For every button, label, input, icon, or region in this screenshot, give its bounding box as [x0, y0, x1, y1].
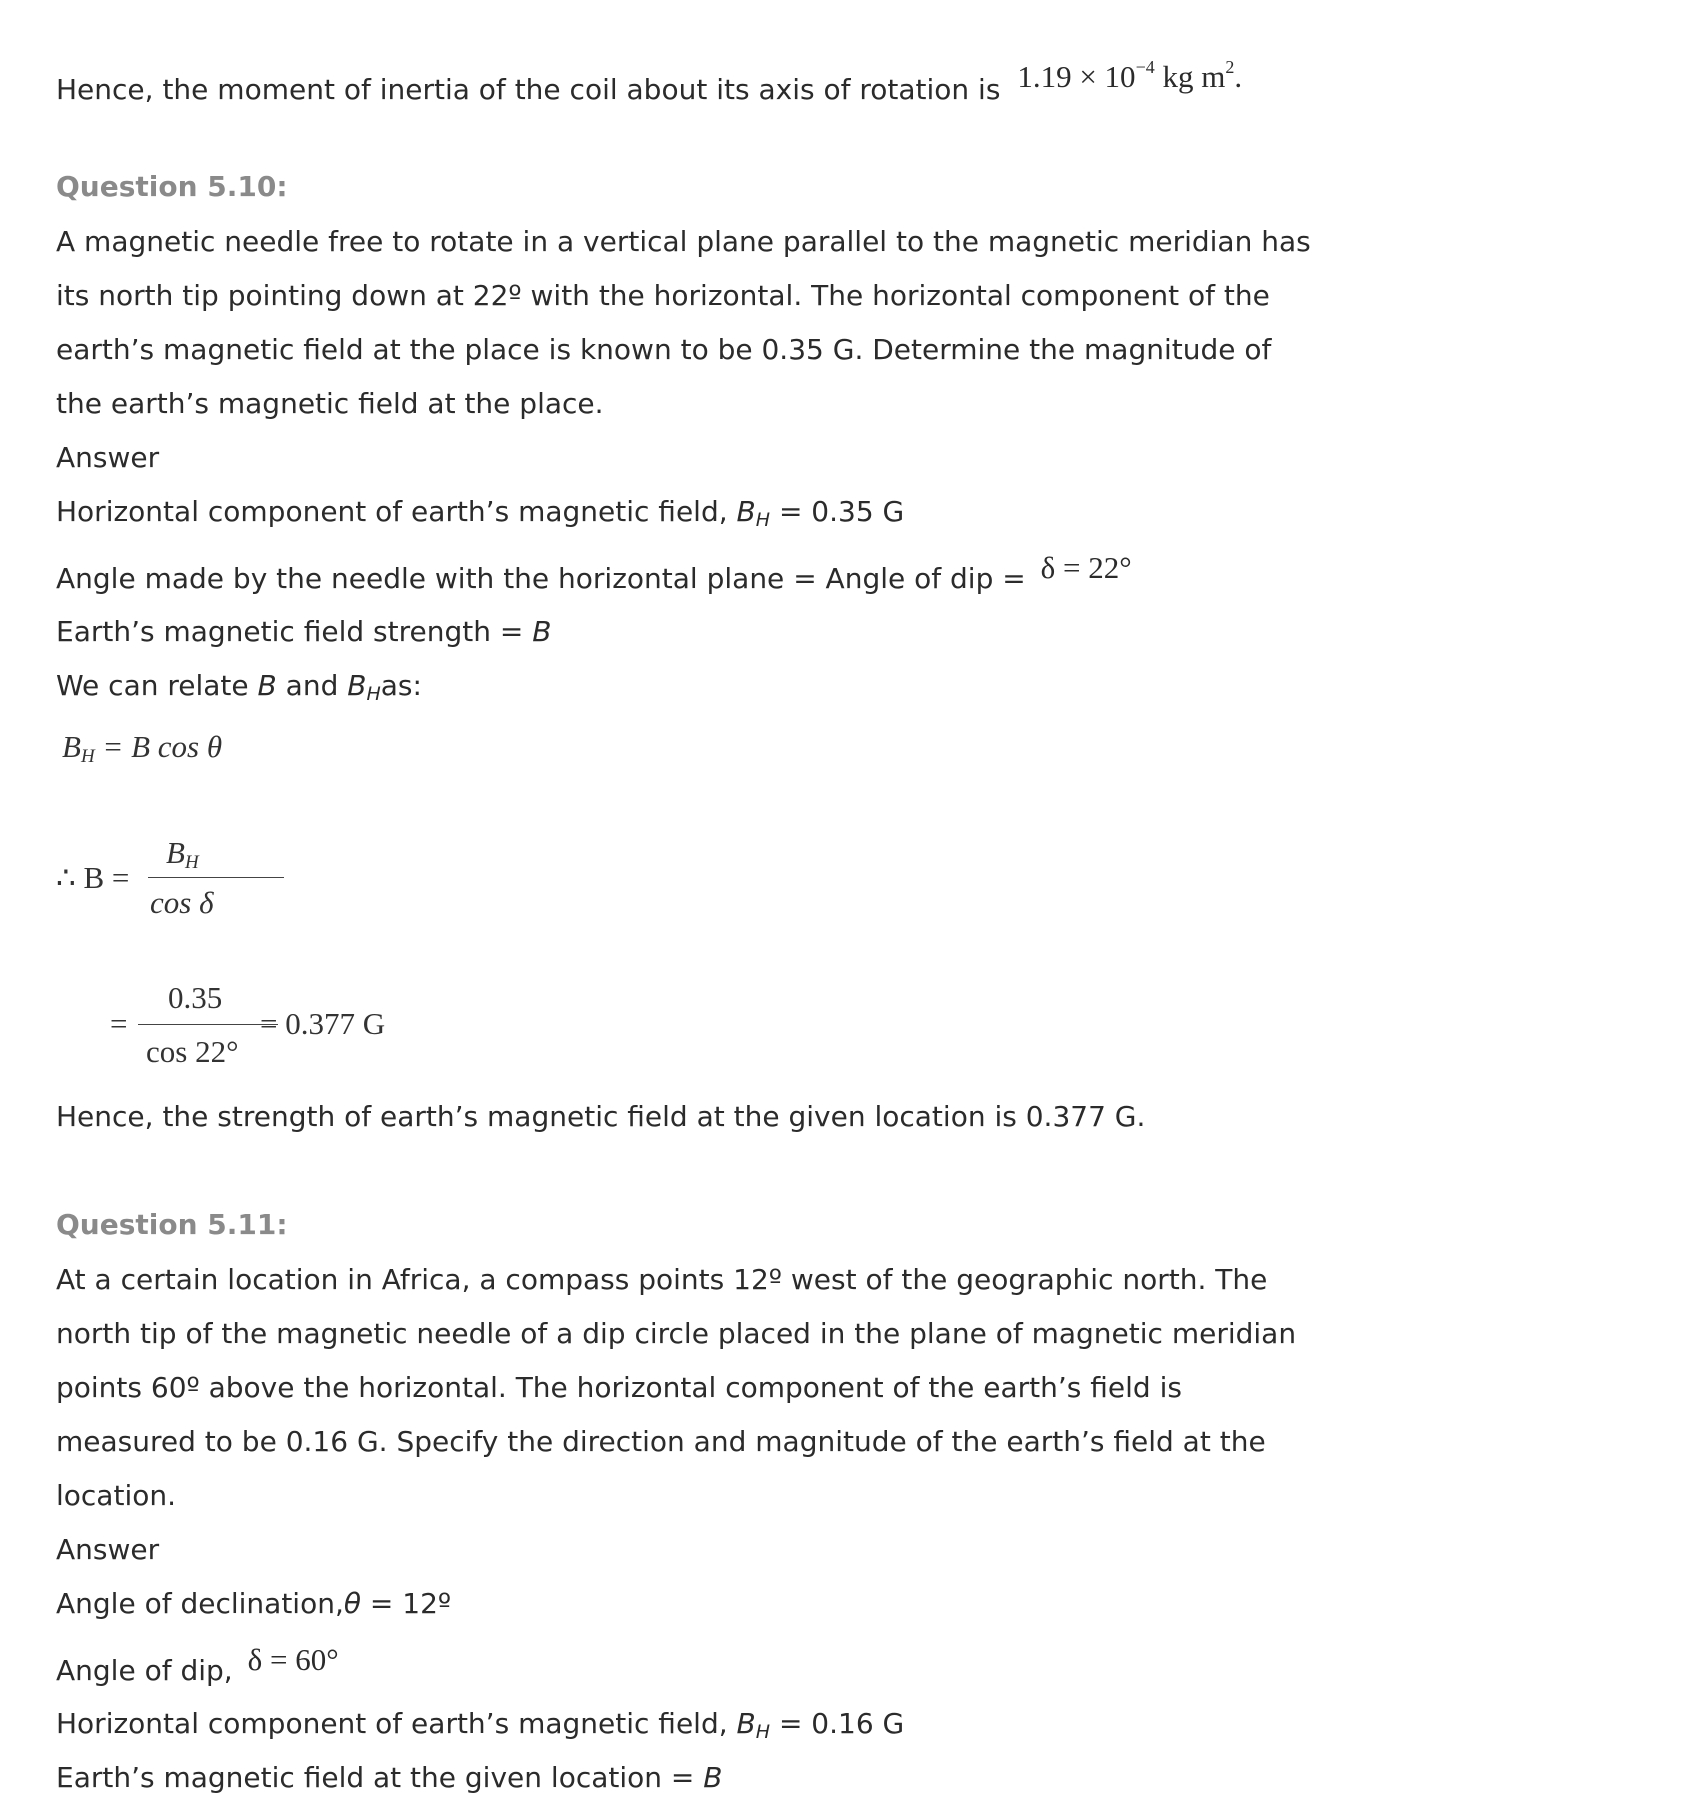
eq2-numerator: $B_H$ [166, 835, 199, 873]
q510-horizontal-component: Horizontal component of earth’s magnetic field, $B_H = 0.35$ G [56, 495, 905, 531]
q511-text-line-5: location. [56, 1479, 176, 1512]
equation-bh-b-cos: $B_H = B$ cos θ [62, 729, 223, 767]
q511-angle-of-dip: Angle of dip, δ = 60° [56, 1642, 339, 1687]
q511-text-line-1: At a certain location in Africa, a compass points 12º west of the geographic north. The [56, 1263, 1268, 1296]
q511-answer-label: Answer [56, 1533, 160, 1566]
question-5-10-heading: Question 5.10: [56, 170, 288, 203]
q510-relate: We can relate B and $B_Has$: [56, 669, 422, 705]
q510-text-line-1: A magnetic needle free to rotate in a vertical plane parallel to the magnetic meridian has [56, 225, 1311, 258]
eq2-denominator: cos δ [150, 885, 214, 920]
eq3-denominator: cos 22° [146, 1034, 239, 1069]
dip-angle-math-511: δ = 60° [247, 1642, 339, 1677]
eq3-numerator: 0.35 [168, 980, 223, 1015]
eq3-fraction-bar [138, 1024, 278, 1025]
q510-text-line-4: the earth’s magnetic field at the place. [56, 387, 604, 420]
q510-text-line-3: earth’s magnetic field at the place is known to be 0.35 G. Determine the magnitude of [56, 333, 1272, 366]
q511-field-at-location: Earth’s magnetic field at the given location = B [56, 1761, 723, 1794]
q511-text-line-2: north tip of the magnetic needle of a dip circle placed in the plane of magnetic meridian [56, 1317, 1297, 1350]
q511-horizontal-component: Horizontal component of earth’s magnetic field, $B_H = 0.16$ G [56, 1707, 905, 1743]
question-5-11-heading: Question 5.11: [56, 1208, 288, 1241]
eq3-prefix: = [110, 1006, 128, 1041]
q510-answer-label: Answer [56, 441, 160, 474]
q511-declination: Angle of declination,θ = 12º [56, 1587, 452, 1620]
q511-text-line-4: measured to be 0.16 G. Specify the direction and magnitude of the earth’s field at the [56, 1425, 1266, 1458]
moment-of-inertia-value: $1.19 \times 10^{-4}$ kg $m^2$. [1017, 57, 1243, 94]
q510-field-strength: Earth’s magnetic field strength = B [56, 615, 552, 648]
q510-conclusion: Hence, the strength of earth’s magnetic field at the given location is 0.377 G. [56, 1100, 1146, 1133]
q510-angle-of-dip: Angle made by the needle with the horizontal plane = Angle of dip = δ = 22° [56, 550, 1132, 595]
eq2-prefix: ∴ B = [56, 860, 130, 895]
eq2-fraction-bar [148, 877, 284, 878]
q511-text-line-3: points 60º above the horizontal. The horizontal component of the earth’s field is [56, 1371, 1182, 1404]
q510-text-line-2: its north tip pointing down at 22º with the horizontal. The horizontal component of the [56, 279, 1270, 312]
conclusion-5-9: Hence, the moment of inertia of the coil about its axis of rotation is $1.19 \times 10^{-4}$ kg $m^2$. [56, 57, 1243, 106]
eq3-result: = 0.377 G [260, 1006, 386, 1041]
dip-angle-math: δ = 22° [1040, 550, 1132, 585]
